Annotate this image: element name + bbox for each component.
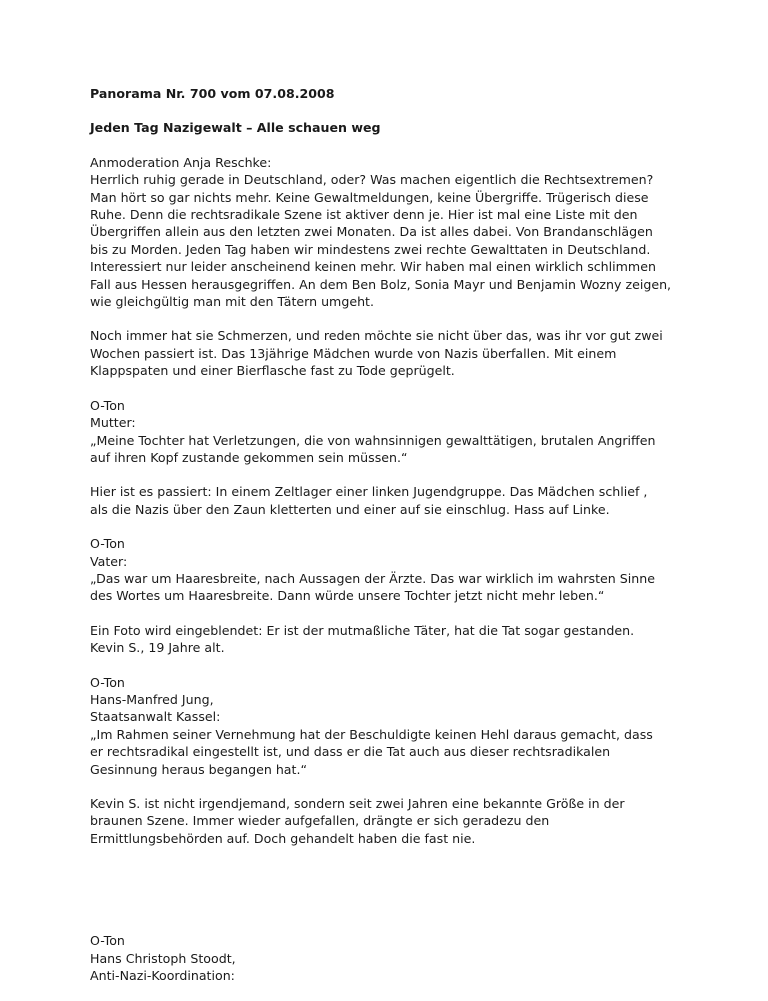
paragraph bbox=[90, 397, 690, 467]
text-line: Hans-Manfred Jung, bbox=[90, 691, 214, 707]
text-line: O-Ton bbox=[90, 536, 125, 552]
paragraph bbox=[90, 932, 690, 984]
text-line: Wochen passiert ist. Das 13jährige Mädchen wurde von Nazis überfallen. Mit einem bbox=[90, 345, 617, 361]
text-line: O-Ton bbox=[90, 674, 125, 690]
text-line: Man hört so gar nichts mehr. Keine Gewaltmeldungen, keine Übergriffe. Trügerisch diese bbox=[90, 189, 649, 205]
text-line: Anmoderation Anja Reschke: bbox=[90, 154, 272, 170]
text-line: als die Nazis über den Zaun kletterten und einer auf sie einschlug. Hass auf Linke. bbox=[90, 501, 610, 517]
text-line: er rechtsradikal eingestellt ist, und dass er die Tat auch aus dieser rechtsradikalen bbox=[90, 744, 611, 760]
text-line: bis zu Morden. Jeden Tag haben wir mindestens zwei rechte Gewalttaten in Deutschland. bbox=[90, 241, 651, 257]
document-body bbox=[90, 154, 690, 985]
text-line: „Im Rahmen seiner Vernehmung hat der Beschuldigte keinen Hehl daraus gemacht, dass bbox=[90, 726, 653, 742]
text-line: Kevin S. ist nicht irgendjemand, sondern seit zwei Jahren eine bekannte Größe in der bbox=[90, 796, 625, 811]
text-line: Ein Foto wird eingeblendet: Er ist der mutmaßliche Täter, hat die Tat sogar gestanden. bbox=[90, 622, 635, 638]
text-line: Herrlich ruhig gerade in Deutschland, oder? Was machen eigentlich die Rechtsextremen? bbox=[90, 172, 654, 188]
paragraph bbox=[90, 483, 690, 518]
text-line: des Wortes um Haaresbreite. Dann würde unsere Tochter jetzt nicht mehr leben.“ bbox=[90, 588, 605, 604]
text-line: Kevin S., 19 Jahre alt. bbox=[90, 640, 225, 656]
text-line: Interessiert nur leider anscheinend keinen mehr. Wir haben mal einen wirklich schlimmen bbox=[90, 259, 656, 275]
document-header: Panorama Nr. 700 vom 07.08.2008 bbox=[90, 86, 335, 101]
document-page bbox=[90, 85, 690, 1001]
text-line: Staatsanwalt Kassel: bbox=[90, 709, 221, 725]
paragraph bbox=[90, 154, 690, 311]
text-line: wie gleichgültig man mit den Tätern umgeht. bbox=[90, 294, 374, 310]
text-line: Hans Christoph Stoodt, bbox=[90, 950, 236, 966]
paragraph bbox=[90, 535, 690, 605]
text-line: Anti-Nazi-Koordination: bbox=[90, 968, 235, 984]
paragraph bbox=[90, 327, 690, 379]
text-line: Gesinnung heraus begangen hat.“ bbox=[90, 761, 307, 777]
text-line: Mutter: bbox=[90, 415, 136, 431]
text-line: Hier ist es passiert: In einem Zeltlager einer linken Jugendgruppe. Das Mädchen schlief , bbox=[90, 484, 648, 500]
paragraph bbox=[90, 674, 690, 778]
page-gap bbox=[90, 864, 690, 932]
text-line: „Das war um Haaresbreite, nach Aussagen der Ärzte. Das war wirklich im wahrsten Sinne bbox=[90, 570, 655, 586]
text-line: „Meine Tochter hat Verletzungen, die von wahnsinnigen gewalttätigen, brutalen Angriffen bbox=[90, 432, 656, 448]
paragraph bbox=[90, 795, 690, 847]
text-line: Übergriffen allein aus den letzten zwei Monaten. Da ist alles dabei. Von Brandanschlägen bbox=[90, 224, 653, 240]
paragraph bbox=[90, 622, 690, 657]
text-line: Ermittlungsbehörden auf. Doch gehandelt haben die fast nie. bbox=[90, 830, 476, 846]
text-line: auf ihren Kopf zustande gekommen sein müssen.“ bbox=[90, 449, 408, 465]
text-line: Ruhe. Denn die rechtsradikale Szene ist aktiver denn je. Hier ist mal eine Liste mit den bbox=[90, 207, 638, 223]
text-line: O-Ton bbox=[90, 933, 125, 949]
text-line: braunen Szene. Immer wieder aufgefallen, drängte er sich geradezu den bbox=[90, 813, 550, 829]
text-line: O-Ton bbox=[90, 397, 125, 413]
text-line: Fall aus Hessen herausgegriffen. An dem Ben Bolz, Sonia Mayr und Benjamin Wozny zeigen, bbox=[90, 276, 672, 292]
text-line: Noch immer hat sie Schmerzen, und reden möchte sie nicht über das, was ihr vor gut zwei bbox=[90, 328, 663, 344]
text-line: Vater: bbox=[90, 553, 128, 569]
text-line: Klappspaten und einer Bierflasche fast zu Tode geprügelt. bbox=[90, 363, 455, 379]
document-title: Jeden Tag Nazigewalt – Alle schauen weg bbox=[90, 120, 381, 136]
